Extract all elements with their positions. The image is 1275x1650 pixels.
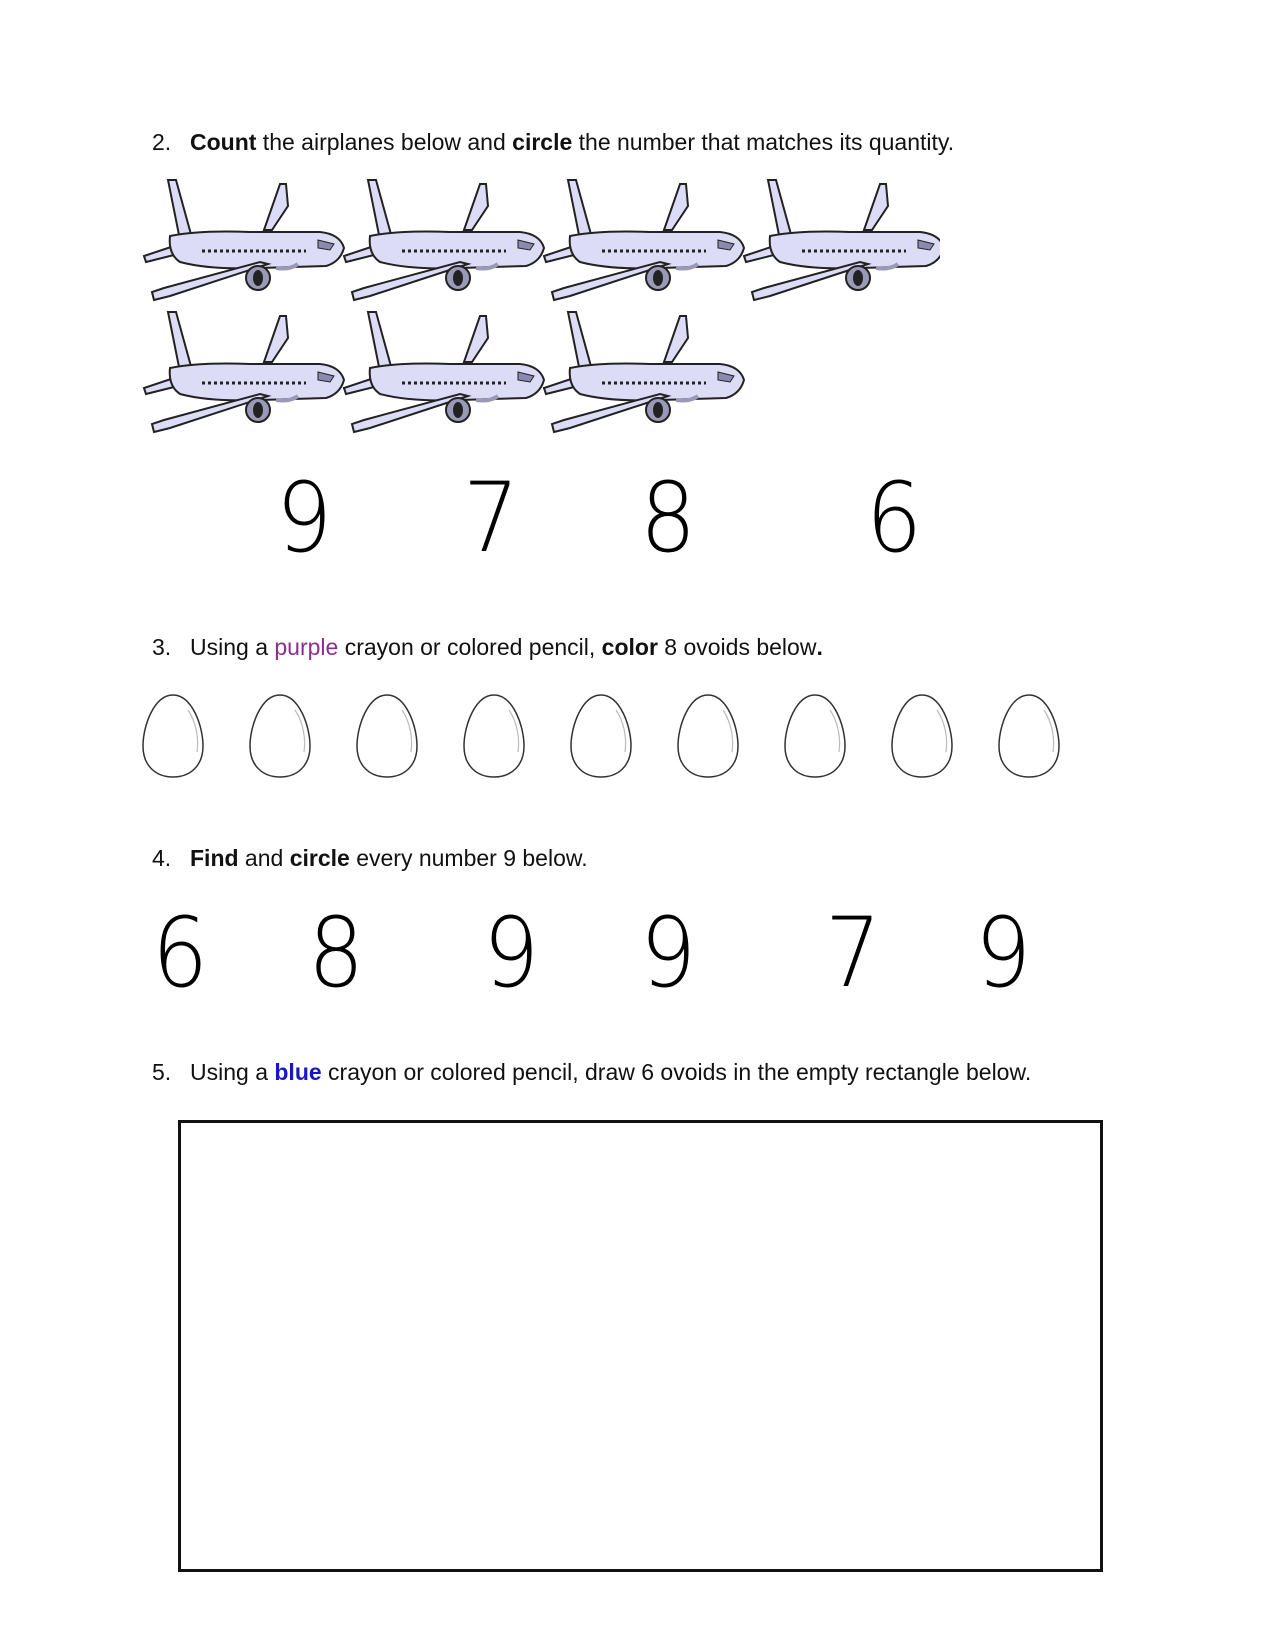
ovoid-egg-icon[interactable] <box>675 692 741 780</box>
question-4 <box>152 844 588 872</box>
choice-number[interactable]: 6 <box>866 462 923 574</box>
choice-number[interactable]: 8 <box>640 462 697 574</box>
question-number: 2. <box>152 129 172 155</box>
question-number: 3. <box>152 634 172 660</box>
question-number: 4. <box>152 845 172 871</box>
period: . <box>816 634 823 660</box>
keyword-circle: circle <box>289 845 350 871</box>
choice-number[interactable]: 7 <box>463 462 520 574</box>
instruction-text: Using a <box>190 1059 275 1085</box>
keyword-color: color <box>601 634 658 660</box>
choice-number[interactable]: 9 <box>276 462 333 574</box>
ovoid-egg-icon[interactable] <box>568 692 634 780</box>
airplane-icon <box>344 180 544 300</box>
airplane-icon <box>544 180 744 300</box>
digit-item[interactable]: 9 <box>483 897 540 1009</box>
question-3 <box>152 633 823 661</box>
airplane-icon <box>744 180 940 300</box>
instruction-text: and <box>238 845 290 871</box>
ovoid-egg-icon[interactable] <box>247 692 313 780</box>
airplane-group <box>140 178 940 448</box>
keyword-blue: blue <box>274 1059 322 1085</box>
question-number: 5. <box>152 1059 172 1085</box>
digit-item[interactable]: 9 <box>640 897 697 1009</box>
airplane-icon <box>344 312 544 432</box>
instruction-text: 8 ovoids below <box>657 634 817 660</box>
instruction-text: Using a <box>190 634 275 660</box>
keyword-count: Count <box>190 129 257 155</box>
instruction-text: crayon or colored pencil, <box>338 634 602 660</box>
digit-item[interactable]: 7 <box>825 897 882 1009</box>
question-5 <box>152 1058 1031 1086</box>
digit-item[interactable]: 6 <box>152 897 209 1009</box>
drawing-rectangle[interactable] <box>178 1120 1103 1572</box>
airplane-icon <box>144 180 344 300</box>
instruction-text: the airplanes below and <box>256 129 513 155</box>
ovoid-egg-icon[interactable] <box>140 692 206 780</box>
instruction-text: crayon or colored pencil, draw 6 ovoids in the empty rectangle below. <box>321 1059 1032 1085</box>
ovoid-egg-icon[interactable] <box>889 692 955 780</box>
instruction-text: every number 9 below. <box>349 845 588 871</box>
instruction-text: the number that matches its quantity. <box>572 129 955 155</box>
ovoid-egg-icon[interactable] <box>354 692 420 780</box>
question-2 <box>152 128 954 156</box>
ovoid-egg-icon[interactable] <box>782 692 848 780</box>
digit-item[interactable]: 9 <box>975 897 1032 1009</box>
ovoid-egg-icon[interactable] <box>996 692 1062 780</box>
digit-item[interactable]: 8 <box>308 897 365 1009</box>
keyword-purple: purple <box>274 634 339 660</box>
ovoid-egg-icon[interactable] <box>461 692 527 780</box>
airplane-icon <box>144 312 344 432</box>
airplane-icon <box>544 312 744 432</box>
keyword-circle: circle <box>512 129 573 155</box>
keyword-find: Find <box>190 845 239 871</box>
